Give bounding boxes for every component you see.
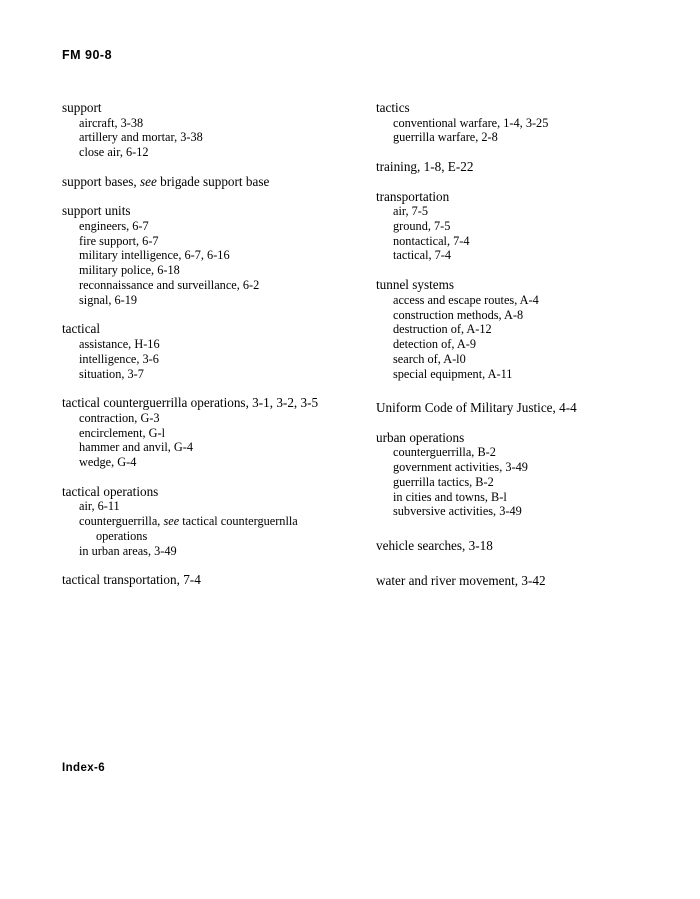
index-subentry-continuation: operations — [96, 528, 148, 543]
index-subentry: government activities, 3-49 — [393, 460, 528, 475]
index-subentry: aircraft, 3-38 — [79, 115, 144, 130]
index-term: tactical — [62, 321, 101, 337]
index-term: support bases, see brigade support base — [62, 173, 270, 189]
index-term: tactical counterguerrilla operations, 3-1, 3-2, 3-5 — [62, 395, 319, 411]
index-entry — [376, 538, 642, 554]
index-right-column — [376, 100, 642, 588]
index-entry — [376, 573, 642, 589]
index-subentry: in cities and towns, B-l — [393, 489, 507, 504]
index-subentry: construction methods, A-8 — [393, 307, 524, 322]
index-subentry: military police, 6-18 — [79, 263, 180, 278]
index-entry — [376, 100, 642, 145]
index-subentry: detection of, A-9 — [393, 337, 476, 352]
index-subentry: assistance, H-16 — [79, 337, 160, 352]
index-subentries — [62, 411, 328, 470]
cross-reference-see: see — [140, 173, 157, 189]
index-term: Uniform Code of Military Justice, 4-4 — [376, 400, 577, 416]
index-subentry: ground, 7-5 — [393, 218, 451, 233]
index-entry — [376, 159, 642, 175]
index-entry — [62, 484, 328, 559]
index-term: tactical transportation, 7-4 — [62, 572, 201, 588]
index-subentry: signal, 6-19 — [79, 292, 138, 307]
index-subentry: guerrilla warfare, 2-8 — [393, 130, 498, 145]
index-subentries — [62, 116, 328, 160]
index-subentry: special equipment, A-11 — [393, 366, 513, 381]
index-subentry: air, 7-5 — [393, 204, 429, 219]
index-subentry: contraction, G-3 — [79, 410, 160, 425]
index-term: water and river movement, 3-42 — [376, 572, 546, 588]
index-subentries — [376, 116, 642, 146]
index-subentry: counterguerrilla, see tactical counterguernlla — [79, 514, 298, 529]
index-term: support units — [62, 203, 131, 219]
index-subentry: intelligence, 3-6 — [79, 351, 159, 366]
index-subentry: military intelligence, 6-7, 6-16 — [79, 248, 230, 263]
index-subentry: fire support, 6-7 — [79, 233, 159, 248]
index-term: training, 1-8, E-22 — [376, 159, 474, 175]
index-subentry: destruction of, A-12 — [393, 322, 492, 337]
index-subentry: hammer and anvil, G-4 — [79, 440, 194, 455]
index-entry — [62, 203, 328, 307]
index-entry — [376, 277, 642, 381]
index-subentry: in urban areas, 3-49 — [79, 543, 177, 558]
index-entry — [62, 174, 328, 190]
index-left-column — [62, 100, 328, 588]
index-term: transportation — [376, 188, 450, 204]
index-subentries — [376, 204, 642, 263]
index-entry — [376, 430, 642, 519]
cross-reference-see: see — [163, 514, 180, 529]
index-subentry: search of, A-l0 — [393, 351, 466, 366]
index-subentry: artillery and mortar, 3-38 — [79, 130, 203, 145]
index-term: urban operations — [376, 429, 465, 445]
index-subentry: wedge, G-4 — [79, 455, 137, 470]
index-entry — [376, 189, 642, 264]
index-term: tunnel systems — [376, 277, 455, 293]
index-subentry: nontactical, 7-4 — [393, 233, 470, 248]
index-subentry: subversive activities, 3-49 — [393, 504, 522, 519]
index-subentry: conventional warfare, 1-4, 3-25 — [393, 115, 549, 130]
index-subentry: situation, 3-7 — [79, 366, 144, 381]
index-subentry: encirclement, G-l — [79, 425, 166, 440]
index-entry — [62, 321, 328, 381]
page-header: FM 90-8 — [62, 48, 113, 62]
index-term: support — [62, 100, 102, 115]
index-term: vehicle searches, 3-18 — [376, 538, 493, 554]
index-entry — [376, 400, 642, 416]
index-subentry: counterguerrilla, B-2 — [393, 445, 496, 460]
page-footer: Index-6 — [62, 762, 106, 774]
index-entry — [62, 395, 328, 470]
index-subentries — [376, 445, 642, 519]
index-subentries — [62, 219, 328, 308]
index-subentries — [62, 337, 328, 381]
index-columns — [62, 100, 642, 588]
index-entry — [62, 100, 328, 160]
index-term: tactics — [376, 100, 410, 115]
index-subentry: air, 6-11 — [79, 499, 120, 514]
index-subentry: access and escape routes, A-4 — [393, 292, 539, 307]
index-subentry: reconnaissance and surveillance, 6-2 — [79, 277, 260, 292]
index-subentry: guerrilla tactics, B-2 — [393, 474, 494, 489]
index-subentry: tactical, 7-4 — [393, 248, 452, 263]
index-term: tactical operations — [62, 483, 159, 499]
index-subentry: close air, 6-12 — [79, 145, 149, 160]
index-subentry: engineers, 6-7 — [79, 218, 149, 233]
index-entry — [62, 572, 328, 588]
index-subentries — [376, 293, 642, 382]
index-subentries — [62, 499, 328, 558]
